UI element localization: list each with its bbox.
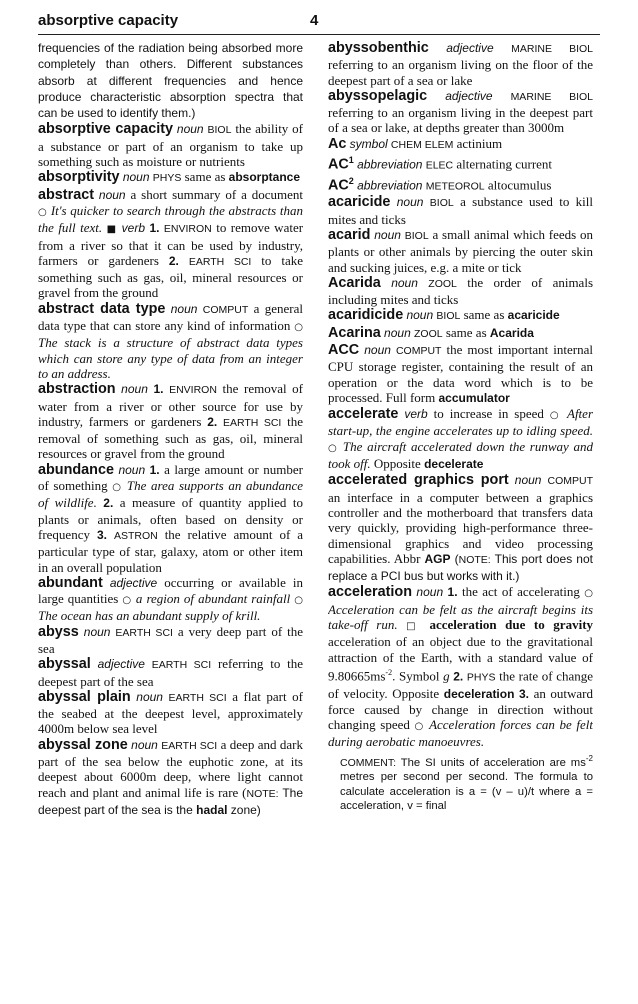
example-separator: ○ <box>112 482 123 494</box>
subject-label: ZOOL <box>428 277 457 290</box>
definition: . Symbol <box>392 668 444 684</box>
subject-label: BIOL <box>207 124 232 137</box>
entry-abyssopelagic <box>328 88 593 136</box>
note-text: The deepest part of the sea is the <box>38 785 303 817</box>
entry-ac <box>328 136 593 153</box>
header-rule <box>38 34 600 35</box>
note-text: zone) <box>227 802 261 817</box>
entry-abstract-data-type <box>38 301 303 381</box>
definition: to take something such as gas, oil, mineral resources or gravel from the ground <box>38 252 303 301</box>
definition: the relative amount of a particular type of star, galaxy, atom or other item in an overall population <box>38 526 303 575</box>
sense-number: 1. <box>447 585 458 600</box>
entry-acaridicide <box>328 307 593 324</box>
definition: altocumulus <box>484 177 552 193</box>
example-separator: ○ <box>328 442 339 454</box>
example-separator: ○ <box>294 595 303 607</box>
definition: a deep and dark part of the sea below the euphotic zone, at its deepest about 6000m deep, where light cannot reach and plant and animal life is rare ( <box>38 736 303 800</box>
subject-label: EARTH SCI <box>161 739 218 752</box>
sense-number: 2. <box>168 253 179 268</box>
definition: the removal of water from a river or other source for use by industry, farmers or gardeners <box>38 381 303 429</box>
entry-acarida <box>328 275 593 308</box>
part-of-speech: noun <box>391 275 418 290</box>
headword: acaridicide <box>328 307 404 324</box>
entry-acceleration <box>328 584 593 749</box>
page-number: 4 <box>310 12 319 29</box>
definition: the removal of something such as gas, oil, mineral resources or gravel from the ground <box>38 413 303 462</box>
note-label: NOTE: <box>246 787 279 800</box>
example-separator: ○ <box>294 322 303 334</box>
subject-label: EARTH SCI <box>151 659 212 672</box>
entry-abundance <box>38 462 303 575</box>
definition: a substance used to kill mites and ticks <box>328 194 593 227</box>
definition: an outward force caused by change in direction without changing speed <box>328 685 593 733</box>
definition: referring to an organism living in the deepest part of a sea or lake, at depths greater than 3000m <box>328 105 593 136</box>
entry-ac-2 <box>328 174 593 195</box>
part-of-speech: abbreviation <box>357 157 423 172</box>
definition: a small animal which feeds on plants or other animals by piercing the outer skin and sucking juices, e.g. a mite or tick <box>328 226 593 275</box>
comment-label: COMMENT: <box>340 756 396 769</box>
headword: acceleration <box>328 584 412 601</box>
headword: abundant <box>38 574 103 591</box>
subject-label: ENVIRON <box>169 384 217 397</box>
subject-label: ZOOL <box>414 327 443 340</box>
headword: abyssobenthic <box>328 40 429 56</box>
definition: same as <box>442 324 490 340</box>
cross-reference: decelerate <box>424 457 484 472</box>
entry-abyssal <box>38 656 303 689</box>
definition: a large amount or number of something <box>38 461 303 494</box>
entry-accelerated-graphics-port <box>328 472 593 584</box>
homograph-number: 1 <box>348 155 354 166</box>
part-of-speech: symbol <box>349 136 388 151</box>
cross-reference: absorptance <box>228 170 301 185</box>
definition: referring to the deepest part of the sea <box>38 656 303 689</box>
definition: same as <box>181 169 229 185</box>
headword: abstract data type <box>38 300 166 317</box>
part-of-speech: adjective <box>445 88 493 103</box>
entry-ac-1 <box>328 153 593 174</box>
part-of-speech: abbreviation <box>357 178 423 193</box>
subject-label: PHYS <box>466 671 496 684</box>
definition: a general data type that can store any kind of information <box>38 300 303 334</box>
definition: the order of animals including mites and ticks <box>328 274 593 308</box>
entry-acc <box>328 342 593 406</box>
headword: acaricide <box>328 194 391 211</box>
superscript: -2 <box>385 667 393 677</box>
note-text: This port does not replace a PCI bus but works with it.) <box>328 551 593 584</box>
running-header <box>38 12 600 34</box>
phrase: acceleration due to gravity <box>429 617 593 633</box>
sense-number: 3. <box>519 686 530 701</box>
subject-label: EARTH SCI <box>168 691 227 704</box>
definition: Opposite <box>370 456 425 472</box>
headword: Acarida <box>328 274 381 291</box>
definition: a measure of quantity applied to plants or animals, often based on density or frequency <box>38 495 303 542</box>
entry-abyss <box>38 624 303 657</box>
subject-label: COMPUT <box>202 303 249 316</box>
subject-label: ENVIRON <box>163 223 212 236</box>
comment-box <box>340 752 593 814</box>
note-open: ( <box>450 551 459 566</box>
comment-text: The SI units of acceleration are ms <box>396 756 586 769</box>
part-of-speech: noun <box>122 170 150 185</box>
superscript: -2 <box>585 753 593 763</box>
part-of-speech: noun <box>374 227 401 242</box>
part-of-speech: verb <box>404 407 428 422</box>
example: The area supports an abundance of wildlife. <box>38 478 303 511</box>
cross-reference: accumulator <box>438 390 510 405</box>
subject-label: BIOL <box>404 229 429 242</box>
part-of-speech: noun <box>416 585 444 600</box>
homograph-number: 2 <box>348 175 354 186</box>
phrase-separator: □ <box>406 621 421 633</box>
headword: abstract <box>38 186 94 203</box>
entry-acarid <box>328 227 593 275</box>
definition: alternating current <box>453 156 553 172</box>
subject-label: MARINE BIOL <box>510 90 593 103</box>
note-term: hadal <box>196 802 228 817</box>
entry-absorptive-capacity <box>38 121 303 169</box>
definition: to increase in speed <box>427 406 550 422</box>
part-of-speech: adjective <box>109 575 158 590</box>
entry-acaricide <box>328 194 593 227</box>
subject-label: EARTH SCI <box>222 416 282 429</box>
subject-label: MARINE BIOL <box>511 43 593 55</box>
left-column <box>38 40 303 995</box>
sense-number: 2. <box>453 669 464 684</box>
headword: abyssal <box>38 656 91 673</box>
headword: abyssal zone <box>38 736 128 753</box>
part-of-speech: noun <box>514 473 542 488</box>
subject-label: METEOROL <box>425 180 485 193</box>
definition: the most important internal CPU storage register, containing the result of an operation or the data word which is to be processed. Full form <box>328 342 593 405</box>
symbol: g <box>443 668 450 684</box>
definition: occurring or available in large quantities <box>38 574 303 607</box>
sense-number: 1. <box>149 462 160 477</box>
part-of-speech: noun <box>364 343 391 357</box>
definition: the act of accelerating <box>457 584 585 600</box>
subject-label: CHEM ELEM <box>390 138 454 151</box>
part-of-speech: noun <box>98 187 126 202</box>
example: Acceleration forces can be felt during aerobatic manoeuvres. <box>328 717 593 750</box>
headword: absorptive capacity <box>38 121 174 138</box>
part-of-speech: verb <box>121 221 145 236</box>
note-label: NOTE: <box>458 553 491 566</box>
entry-abstraction <box>38 381 303 461</box>
example-separator: ○ <box>584 588 593 600</box>
definition: a short summary of a document <box>125 186 303 202</box>
abbreviation: AGP <box>424 551 451 566</box>
headword: abyssal plain <box>38 688 131 705</box>
definition: a flat part of the seabed at the deepest level, approximately 4000m below sea level <box>38 688 303 737</box>
running-head: absorptive capacity <box>38 12 179 29</box>
part-of-speech: noun <box>136 689 163 704</box>
entry-abstract <box>38 187 303 301</box>
entry-accelerate <box>328 406 593 472</box>
headword: abstraction <box>38 381 116 398</box>
part-of-speech: noun <box>176 122 204 137</box>
part-of-speech: noun <box>406 308 434 323</box>
subject-label: PHYS <box>152 172 182 185</box>
example: It's quicker to search through the abstracts than the full text. <box>38 202 303 236</box>
example: The stack is a structure of abstract data types which can store any type of data from an integer to an address. <box>38 335 303 381</box>
headword: AC <box>328 156 349 173</box>
definition: same as <box>460 307 508 323</box>
part-of-speech: noun <box>396 195 424 210</box>
sense-number: 3. <box>96 527 107 542</box>
subject-label: COMPUT <box>547 475 593 488</box>
part-of-speech: noun <box>118 462 146 477</box>
example: The ocean has an abundant supply of krill. <box>38 608 261 624</box>
cross-reference: deceleration <box>443 686 515 701</box>
part-of-speech: noun <box>131 737 158 752</box>
subject-label: EARTH SCI <box>188 255 252 268</box>
example: The aircraft accelerated down the runway and took off. <box>328 438 593 472</box>
subject-label: BIOL <box>429 197 454 210</box>
example-separator: ○ <box>414 721 425 733</box>
sense-number: 1. <box>149 221 160 236</box>
part-of-speech: noun <box>83 624 111 639</box>
part-of-speech: noun <box>170 301 198 316</box>
subject-label: ELEC <box>425 159 454 172</box>
definition: the ability of a substance or part of an organism to take up something such as moisture or nutrients <box>38 121 303 170</box>
pos-separator: ■ <box>106 224 118 236</box>
headword: ACC <box>328 342 360 358</box>
cross-reference: acaricide <box>507 308 560 323</box>
example: Acceleration can be felt as the aircraft begins its take-off run. <box>328 601 593 633</box>
headword: abundance <box>38 461 114 478</box>
sense-number: 2. <box>207 414 218 429</box>
entry-abyssal-zone <box>38 737 303 818</box>
cross-reference: Acarida <box>489 325 534 340</box>
subject-label: BIOL <box>436 310 461 323</box>
headword: AC <box>328 177 349 194</box>
entry-abyssobenthic <box>328 40 593 88</box>
example-separator: ○ <box>38 206 48 218</box>
definition: actinium <box>453 135 503 151</box>
headword: accelerate <box>328 406 399 423</box>
definition: to remove water from a river so that it can be used by industry, farmers or gardeners <box>38 220 303 268</box>
definition: the rate of change of velocity. Opposite <box>328 668 593 701</box>
entry-abyssal-plain <box>38 689 303 737</box>
definition: referring to an organism living on the floor of the deepest part of a sea or lake <box>328 57 593 88</box>
entry-abundant <box>38 575 303 624</box>
comment-text: metres per second per second. The formula to calculate acceleration is a = (v – u)/t where a = acceleration, v = final <box>340 771 593 813</box>
definition: an interface in a computer between a graphics controller and the motherboard that transfers data very quickly, providing high-performance three-dimensional graphics and video processing capabilities. Abbr <box>328 489 593 566</box>
example-separator: ○ <box>122 595 132 607</box>
entry-continuation: frequencies of the radiation being absorbed more completely than others. Different substances absorb at different frequencies and hence produce characteristic absorption spectra that can be used to identify them.) <box>38 41 303 121</box>
sense-number: 1. <box>153 382 164 397</box>
part-of-speech: noun <box>384 325 411 340</box>
part-of-speech: noun <box>121 382 148 397</box>
definition: acceleration of an object due to the gravitational attraction of the Earth, with a standard value of 9.80665ms <box>328 634 593 684</box>
headword: Acarina <box>328 324 381 341</box>
part-of-speech: adjective <box>446 41 494 55</box>
headword: Ac <box>328 135 347 152</box>
subject-label: COMPUT <box>395 345 442 357</box>
entry-acarina <box>328 325 593 342</box>
example: After start-up, the engine accelerates up to idling speed. <box>328 406 593 439</box>
headword: abyss <box>38 623 79 640</box>
part-of-speech: adjective <box>97 657 145 672</box>
example: a region of abundant rainfall <box>131 591 295 607</box>
headword: absorptivity <box>38 169 120 186</box>
headword: acarid <box>328 226 371 243</box>
right-column <box>328 40 593 995</box>
entry-absorptivity <box>38 169 303 186</box>
headword: accelerated graphics port <box>328 472 509 489</box>
headword: abyssopelagic <box>328 87 428 104</box>
example-separator: ○ <box>549 410 562 422</box>
subject-label: EARTH SCI <box>115 626 173 639</box>
definition: a very deep part of the sea <box>38 623 303 656</box>
sense-number: 2. <box>103 496 114 511</box>
subject-label: ASTRON <box>113 529 158 542</box>
